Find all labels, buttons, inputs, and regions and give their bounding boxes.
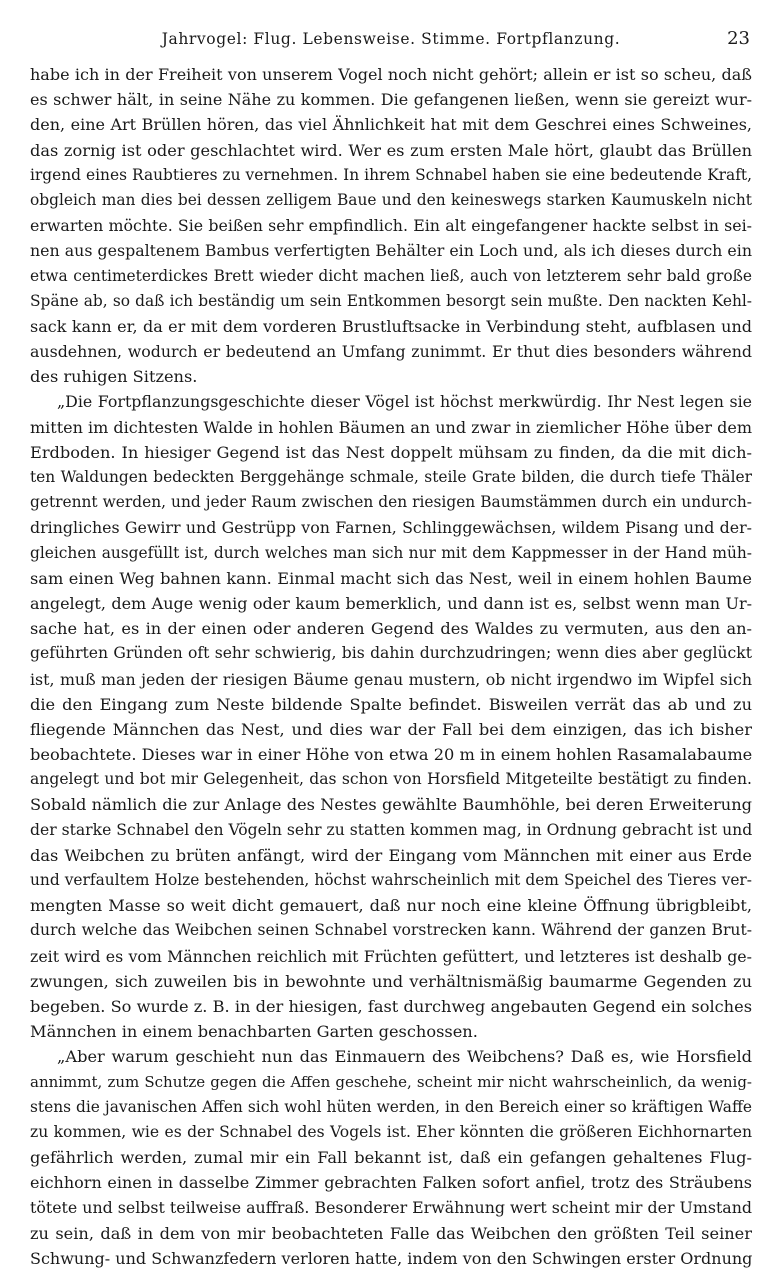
text-line: und verfaultem Holze bestehenden, höchst wahrscheinlich mit dem Speichel des Tieres ver- xyxy=(30,871,752,889)
text-line: angelegt, dem Auge wenig oder kaum bemerklich, und dann ist es, selbst wenn man Ur- xyxy=(30,593,752,613)
text-line: zu sein, daß in dem von mir beobachteten Falle das Weibchen den größten Teil seiner xyxy=(30,1223,752,1243)
paragraph xyxy=(30,62,752,389)
text-line: gleichen ausgefüllt ist, durch welches man sich nur mit dem Kappmesser in der Hand müh- xyxy=(30,543,752,562)
text-line: die den Eingang zum Neste bildende Spalte befindet. Bisweilen verrät das ab und zu xyxy=(30,694,752,714)
text-line: obgleich man dies bei dessen zelligem Baue und den keineswegs starken Kaumuskeln nicht xyxy=(30,190,752,209)
text-line: „Aber warum geschieht nun das Einmauern des Weibchens? Daß es, wie Horsfield xyxy=(57,1047,752,1067)
running-head: Jahrvogel: Flug. Lebensweise. Stimme. Fortpflanzung. xyxy=(161,30,621,48)
text-line: sache hat, es in der einen oder anderen Gegend des Waldes zu vermuten, aus den an- xyxy=(30,619,752,639)
text-line: eichhorn einen in dasselbe Zimmer gebrachten Falken sofort anfiel, trotz des Sträubens xyxy=(30,1173,752,1193)
text-line: Sobald nämlich die zur Anlage des Nestes gewählte Baumhöhle, bei deren Erweiterung xyxy=(30,795,752,815)
text-line: der starke Schnabel den Vögeln sehr zu statten kommen mag, in Ordnung gebracht ist und xyxy=(30,820,752,839)
paragraph xyxy=(30,1044,752,1271)
text-line: dringliches Gewirr und Gestrüpp von Farnen, Schlinggewächsen, wildem Pisang und der- xyxy=(30,518,752,538)
text-line: mengten Masse so weit dicht gemauert, daß nur noch eine kleine Öffnung übrigbleibt, xyxy=(30,896,752,916)
text-line: nen aus gespaltenem Bambus verfertigten Behälter ein Loch und, als ich dieses durch ein xyxy=(30,241,752,261)
text-line: ist, muß man jeden der riesigen Bäume genau mustern, ob nicht irgendwo im Wipfel sich xyxy=(30,669,752,689)
text-line: Männchen in einem benachbarten Garten geschossen. xyxy=(30,1022,478,1042)
text-line: etwa centimeterdickes Brett wieder dicht machen ließ, auch von letzterem sehr bald große xyxy=(30,266,752,285)
text-line: Erdboden. In hiesiger Gegend ist das Nest doppelt mühsam zu finden, da die mit dich- xyxy=(30,442,752,462)
text-line: durch welche das Weibchen seinen Schnabel vorstrecken kann. Während der ganzen Brut- xyxy=(30,921,752,940)
text-line: sack kann er, da er mit dem vorderen Brustluftsacke in Verbindung steht, aufblasen und xyxy=(30,316,752,336)
text-line: geführten Gründen oft sehr schwierig, bis dahin durchzudringen; wenn dies aber geglückt xyxy=(30,644,752,663)
text-line: ten Waldungen bedeckten Berggehänge schmale, steile Grate bilden, die durch tiefe Thäler xyxy=(30,468,752,486)
page-header xyxy=(30,26,752,56)
text-line: zeit wird es vom Männchen reichlich mit Früchten gefüttert, und letzteres ist deshalb ge- xyxy=(30,946,752,966)
text-line: annimmt, zum Schutze gegen die Affen geschehe, scheint mir nicht wahrscheinlich, da wenig- xyxy=(30,1072,752,1091)
text-line: stens die javanischen Affen sich wohl hüten werden, in den Bereich einer so kräftigen Waffe xyxy=(30,1097,752,1116)
text-line: habe ich in der Freiheit von unserem Vogel noch nicht gehört; allein er ist so scheu, daß xyxy=(30,65,752,84)
text-line: zwungen, sich zuweilen bis in bewohnte und verhältnismäßig baumarme Gegenden zu xyxy=(30,971,752,991)
text-line: gefährlich werden, zumal mir ein Fall bekannt ist, daß ein gefangen gehaltenes Flug- xyxy=(30,1148,752,1168)
body-text xyxy=(30,62,752,1271)
text-line: des ruhigen Sitzens. xyxy=(30,367,198,387)
text-line: das Weibchen zu brüten anfängt, wird der Eingang vom Männchen mit einer aus Erde xyxy=(30,845,752,865)
page-number: 23 xyxy=(727,28,750,49)
text-line: Späne ab, so daß ich beständig um sein Entkommen besorgt sein mußte. Den nackten Kehl- xyxy=(30,291,752,310)
text-line: beobachtete. Dieses war in einer Höhe von etwa 20 m in einem hohlen Rasamalabaume xyxy=(30,745,752,765)
text-line: ausdehnen, wodurch er bedeutend an Umfang zunimmt. Er thut dies besonders während xyxy=(30,342,752,362)
text-line: mitten im dichtesten Walde in hohlen Bäumen an und zwar in ziemlicher Höhe über dem xyxy=(30,417,752,437)
text-line: „Die Fortpflanzungsgeschichte dieser Vögel ist höchst merkwürdig. Ihr Nest legen sie xyxy=(57,392,752,412)
text-line: getrennt werden, und jeder Raum zwischen den riesigen Baumstämmen durch ein undurch- xyxy=(30,493,752,512)
text-line: das zornig ist oder geschlachtet wird. Wer es zum ersten Male hört, glaubt das Brüllen xyxy=(30,140,752,160)
text-line: irgend eines Raubtieres zu vernehmen. In ihrem Schnabel haben sie eine bedeutende Kraft, xyxy=(30,165,752,184)
text-line: fliegende Männchen das Nest, und dies war der Fall bei dem einzigen, das ich bisher xyxy=(30,719,752,739)
text-line: begeben. So wurde z. B. in der hiesigen, fast durchweg angebauten Gegend ein solches xyxy=(30,996,752,1016)
text-line: es schwer hält, in seine Nähe zu kommen. Die gefangenen ließen, wenn sie gereizt wur- xyxy=(30,90,752,110)
paragraph xyxy=(30,389,752,1044)
text-line: tötete und selbst teilweise auffraß. Besonderer Erwähnung wert scheint mir der Umstand xyxy=(30,1198,752,1218)
text-line: Schwung- und Schwanzfedern verloren hatte, indem von den Schwingen erster Ordnung xyxy=(30,1248,752,1268)
text-line: sam einen Weg bahnen kann. Einmal macht sich das Nest, weil in einem hohlen Baume xyxy=(30,568,752,588)
text-line: den, eine Art Brüllen hören, das viel Ähnlichkeit hat mit dem Geschrei eines Schweines, xyxy=(30,115,752,135)
text-line: erwarten möchte. Sie beißen sehr empfindlich. Ein alt eingefangener hackte selbst in sei- xyxy=(30,216,752,236)
text-line: angelegt und bot mir Gelegenheit, das schon von Horsfield Mitgeteilte bestätigt zu finden. xyxy=(30,770,752,789)
text-line: zu kommen, wie es der Schnabel des Vogels ist. Eher könnten die größeren Eichhornarten xyxy=(30,1122,752,1141)
